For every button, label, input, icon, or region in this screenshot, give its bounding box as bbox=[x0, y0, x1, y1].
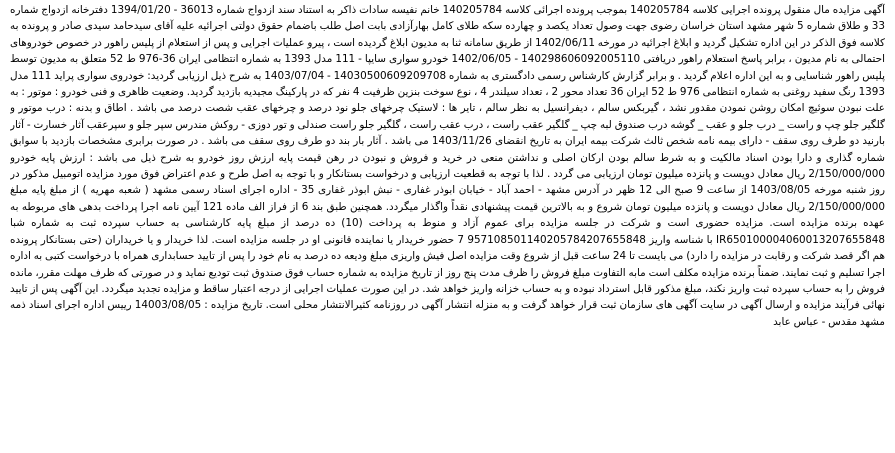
auction-notice-text: آگهی مزایده مال منقول پرونده اجرایی کلاسه 140205784 بموجب پرونده اجرائی کلاسه 140205784 خانم نفیسه سادات ذاکر به استناد سند ازدواج شماره 36013 - 1394/01/20 دفترخانه ازدواج شماره 33 و طلاق شماره 5 شهر مشهد استان خراسان رضوی جهت وصول تعداد یکصد و چهارده سکه طلای کامل بهارآزادی بابت اصل طلب باضمام حقوق دولتی اجرائیه علیه آقای سیدحامد سیدی صادر و پرونده به کلاسه فوق الذکر در این اداره تشکیل گردید و ابلاغ اجرائیه در مورخه 1402/06/11 از طریق سامانه ثنا به مدیون ابلاغ گردیده است ، پیرو عملیات اجرایی و پس از استعلام از پلیس راهور در خصوص خودروهای احتمالی به نام مدیون ، برابر پاسخ استعلام راهور دریافتی 140298606092005110 - 1402/06/05 خودرو سواری سایپا - 111 مدل 1393 به شماره انتظامی ایران 36-976 ط 52 متعلق به مدیون توسط پلیس راهور شناسایی و به این اداره اعلام گردید . و برابر گزارش کارشناس رسمی دادگستری به شماره 14030500609209708 - 1403/07/04 به شرح ذیل ارزیابی گردید: خودروی سواری پراید 111 مدل 1393 رنگ سفید روغنی به شماره انتظامی 976 ط 52 ایران 36 تعداد محور 2 ، تعداد سیلندر 4 ، نوع سوخت بنزین ظرفیت 4 نفر که در پارکینگ مجیدیه بازدید گردید. وضعیت ظاهری و فنی خودرو : موتور : به علت نبودن سوئیچ امکان روشن نمودن مقدور نشد ، گیربکس سالم ، دیفرانسیل به نظر سالم ، تایر ها : لاستیک چرخهای جلو نود درصد و چرخهای عقب شصت درصد می باشد . اطاق و بدنه : درب موتور و گلگیر جلو چپ و راست _ درب جلو و عقب _ گوشه درب صندوق لبه چپ _ گلگیر عقب راست ، درب عقب راست ، گلگیر جلو راست صندلی و تور دوزی - روکش مندرس سپر جلو و سپرعقب آثار خسارت - آثار بارنید دو طرف روی سقف - دارای بیمه نامه شخص ثالث شرکت بیمه ایران به تاریخ انقضای 1403/11/26 می باشد . آثار بار بند دو طرف روی سقف می باشد . در صورت برابری مشخصات بازدید با سوابق شماره گذاری و دارا بودن اسناد مالکیت و به شرط سالم بودن ارکان اصلی و نداشتن منعی در خرید و فروش و نبودن در رهن قیمت پایه ارزش روز خودرو به شرح ذیل می باشد : ارزش پایه خودرو 2/150/000/000 ریال معادل دویست و پانزده میلیون تومان ارزیابی می گردد . لذا با توجه به قطعیت ارزیابی و درخواست بستانکار و با توجه به اصل طرح و عدم اعتراض فوق مورد مزایده اتومبیل مذکور در روز شنبه مورخه 1403/08/05 از ساعت 9 صبح الی 12 ظهر در آدرس مشهد - احمد آباد - خیابان ابوذر غفاری - نبش ابوذر غفاری 35 - اداره اجرای اسناد رسمی مشهد ( شعبه مهریه ) از مبلغ پایه مبلغ 2/150/000/000 ریال معادل دویست و پانزده میلیون تومان شروع و به بالاترین قیمت پیشنهادی نقداً واگذار میگردد. همچنین طبق بند 6 از فراز الف ماده 121 آیین نامه اجرا پرداخت بدهی های مربوطه به عهده برنده مزایده است. مزایده حضوری است و شرکت در جلسه مزایده برای عموم آزاد و منوط به پرداخت (10) ده درصد از مبلغ پایه کارشناسی به حساب سپرده ثبت به شماره شبا IR650100004060013207655848 با شناسه واریز 957108501140205784207655848 7 حضور خریدار یا نماینده قانونی او در جلسه مزایده است. لذا خریدار و یا خریداران (حتی بستانکار پرونده هم اگر قصد شرکت و رقابت در مزایده را دارد) می بایست تا 24 ساعت قبل از شروع وقت مزایده اصل فیش واریزی مبلغ ودیعه ده درصد به نام خود را پس از تایید حسابداری همراه با درخواست کتبی به اداره اجرا تسلیم و ثبت نمایند. ضمناً برنده مزایده مکلف است مابه التفاوت مبلغ فروش را ظرف مدت پنج روز از تاریخ مزایده به شماره حساب فوق صندوق ثبت تودیع نماید و در صورتی که ظرف مهلت مقرر، مانده فروش را به حساب سپرده ثبت واریز نکند، مبلغ مذکور قابل استرداد نبوده و به حساب خزانه واریز خواهد شد. در این صورت عملیات اجرایی از درجه اعتبار ساقط و مزایده تجدید میگردد. این آگهی پس از تایید نهائی فرآیند مزایده و ارسال آگهی در سایت آگهی های سازمان ثبت قرار خواهد گرفت و به منزله انتشار آگهی در روزنامه کثیرالانتشار محلی است. تاریخ مزایده : 14003/08/05 رییس اداره اجرای اسناد ذمه مشهد مقدس - عباس عابد bbox=[10, 4, 885, 328]
auction-notice bbox=[10, 2, 885, 449]
